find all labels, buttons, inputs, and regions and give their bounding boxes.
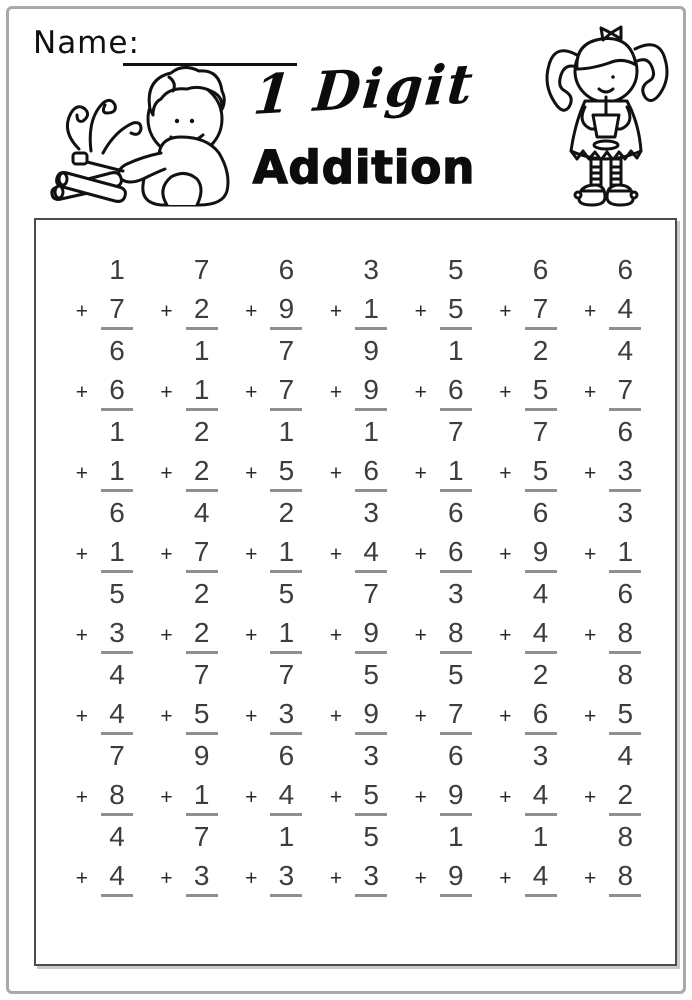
addition-problem	[76, 661, 133, 742]
top-addend: 6	[617, 416, 634, 447]
bottom-addend-answer-line: 4	[101, 862, 133, 897]
bottom-addend-answer-line: 3	[186, 862, 218, 897]
bottom-addend-answer-line: 6	[440, 376, 472, 411]
bottom-addend-answer-line: 1	[101, 538, 133, 573]
bottom-addend-answer-line: 5	[440, 295, 472, 330]
addition-problem	[584, 337, 641, 418]
addition-problem	[584, 661, 641, 742]
top-addend: 6	[617, 578, 634, 609]
addition-problem	[584, 418, 641, 499]
bottom-addend-answer-line: 7	[270, 376, 302, 411]
top-addend: 4	[617, 335, 634, 366]
top-addend: 5	[448, 659, 464, 690]
bottom-addend-answer-line: 7	[440, 700, 472, 735]
addition-problem	[160, 580, 217, 661]
plus-sign: +	[329, 704, 343, 728]
plus-sign: +	[75, 623, 88, 647]
bottom-addend-answer-line: 2	[186, 619, 218, 654]
top-addend: 3	[363, 497, 379, 528]
addition-problem	[499, 742, 556, 823]
top-addend: 6	[532, 497, 549, 528]
bottom-addend-answer-line: 1	[270, 538, 302, 573]
bottom-addend-answer-line: 6	[355, 457, 387, 492]
top-addend: 3	[363, 254, 379, 285]
plus-sign: +	[75, 866, 88, 890]
bottom-addend-answer-line: 1	[101, 457, 133, 492]
plus-sign: +	[160, 704, 173, 728]
bottom-addend-answer-line: 4	[609, 295, 641, 330]
top-addend: 8	[617, 821, 634, 852]
top-addend: 6	[448, 497, 464, 528]
addition-problem	[584, 499, 641, 580]
plus-sign: +	[75, 704, 88, 728]
top-addend: 9	[193, 740, 210, 771]
plus-sign: +	[584, 299, 597, 323]
bottom-addend-answer-line: 4	[355, 538, 387, 573]
plus-sign: +	[499, 623, 512, 647]
plus-sign: +	[499, 866, 512, 890]
addition-problem	[499, 823, 556, 904]
plus-sign: +	[499, 299, 512, 323]
top-addend: 6	[617, 254, 634, 285]
plus-sign: +	[160, 380, 173, 404]
plus-sign: +	[329, 623, 343, 647]
addition-problem	[499, 418, 556, 499]
top-addend: 1	[278, 821, 295, 852]
plus-sign: +	[584, 866, 597, 890]
plus-sign: +	[245, 866, 258, 890]
top-addend: 6	[278, 740, 295, 771]
top-addend: 2	[193, 578, 210, 609]
bottom-addend-answer-line: 2	[186, 457, 218, 492]
bottom-addend-answer-line: 9	[440, 862, 472, 897]
addition-problem	[415, 661, 472, 742]
addition-problem	[499, 256, 556, 337]
bottom-addend-answer-line: 6	[525, 700, 557, 735]
bottom-addend-answer-line: 3	[101, 619, 133, 654]
plus-sign: +	[414, 866, 427, 890]
worksheet-page	[6, 6, 686, 994]
top-addend: 1	[363, 416, 379, 447]
addition-problem	[330, 661, 387, 742]
addition-problem	[415, 337, 472, 418]
bottom-addend-answer-line: 4	[525, 619, 557, 654]
addition-problem	[415, 823, 472, 904]
plus-sign: +	[160, 542, 173, 566]
plus-sign: +	[75, 380, 88, 404]
top-addend: 1	[109, 416, 125, 447]
plus-sign: +	[329, 542, 343, 566]
bottom-addend-answer-line: 3	[355, 862, 387, 897]
plus-sign: +	[329, 380, 343, 404]
top-addend: 1	[448, 821, 464, 852]
bottom-addend-answer-line: 5	[525, 457, 557, 492]
bottom-addend-answer-line: 8	[609, 862, 641, 897]
addition-problem	[160, 742, 217, 823]
bottom-addend-answer-line: 9	[440, 781, 472, 816]
addition-problem	[415, 418, 472, 499]
top-addend: 4	[109, 821, 125, 852]
bottom-addend-answer-line: 4	[525, 862, 557, 897]
addition-problem	[76, 742, 133, 823]
top-addend: 7	[532, 416, 549, 447]
bottom-addend-answer-line: 9	[525, 538, 557, 573]
addition-problem	[245, 337, 302, 418]
addition-problem	[76, 256, 133, 337]
top-addend: 4	[109, 659, 125, 690]
addition-problem	[245, 742, 302, 823]
plus-sign: +	[245, 704, 258, 728]
bottom-addend-answer-line: 3	[609, 457, 641, 492]
top-addend: 5	[448, 254, 464, 285]
top-addend: 1	[448, 335, 464, 366]
top-addend: 1	[278, 416, 295, 447]
top-addend: 7	[109, 740, 125, 771]
plus-sign: +	[414, 380, 427, 404]
plus-sign: +	[75, 542, 88, 566]
bottom-addend-answer-line: 5	[270, 457, 302, 492]
addition-problem	[245, 256, 302, 337]
plus-sign: +	[329, 461, 343, 485]
plus-sign: +	[584, 461, 597, 485]
plus-sign: +	[329, 299, 343, 323]
plus-sign: +	[160, 623, 173, 647]
addition-problem	[160, 256, 217, 337]
plus-sign: +	[499, 704, 512, 728]
plus-sign: +	[414, 785, 427, 809]
plus-sign: +	[75, 299, 88, 323]
addition-problem	[415, 580, 472, 661]
top-addend: 2	[532, 335, 549, 366]
bottom-addend-answer-line: 3	[270, 700, 302, 735]
bottom-addend-answer-line: 4	[525, 781, 557, 816]
top-addend: 5	[109, 578, 125, 609]
bottom-addend-answer-line: 4	[270, 781, 302, 816]
plus-sign: +	[245, 623, 258, 647]
addition-problem	[330, 742, 387, 823]
top-addend: 5	[278, 578, 295, 609]
addition-problem	[160, 661, 217, 742]
top-addend: 3	[363, 740, 379, 771]
top-addend: 7	[448, 416, 464, 447]
top-addend: 6	[109, 497, 125, 528]
top-addend: 2	[532, 659, 549, 690]
addition-problem	[76, 418, 133, 499]
plus-sign: +	[160, 866, 173, 890]
worksheet-title-script: 1 Digit	[250, 51, 478, 127]
addition-problem	[499, 580, 556, 661]
addition-problem	[245, 580, 302, 661]
bottom-addend-answer-line: 7	[525, 295, 557, 330]
plus-sign: +	[329, 785, 343, 809]
bottom-addend-answer-line: 9	[355, 619, 387, 654]
addition-problem	[330, 418, 387, 499]
bottom-addend-answer-line: 1	[186, 376, 218, 411]
bottom-addend-answer-line: 1	[270, 619, 302, 654]
bottom-addend-answer-line: 1	[609, 538, 641, 573]
top-addend: 4	[617, 740, 634, 771]
top-addend: 8	[617, 659, 634, 690]
bottom-addend-answer-line: 8	[101, 781, 133, 816]
addition-problem	[245, 661, 302, 742]
bottom-addend-answer-line: 9	[355, 700, 387, 735]
bottom-addend-answer-line: 9	[355, 376, 387, 411]
plus-sign: +	[160, 785, 173, 809]
addition-problem	[415, 256, 472, 337]
top-addend: 1	[193, 335, 210, 366]
addition-problem	[415, 499, 472, 580]
top-addend: 2	[193, 416, 210, 447]
plus-sign: +	[584, 380, 597, 404]
bottom-addend-answer-line: 6	[101, 376, 133, 411]
plus-sign: +	[414, 299, 427, 323]
bottom-addend-answer-line: 7	[186, 538, 218, 573]
addition-problem	[160, 337, 217, 418]
girl-holding-drink-clipart	[539, 19, 673, 213]
plus-sign: +	[245, 785, 258, 809]
addition-problem	[584, 580, 641, 661]
name-label: Name:	[33, 25, 140, 61]
bottom-addend-answer-line: 7	[101, 295, 133, 330]
addition-problem	[245, 418, 302, 499]
top-addend: 4	[193, 497, 210, 528]
addition-problem	[330, 256, 387, 337]
addition-problem	[415, 742, 472, 823]
bottom-addend-answer-line: 8	[440, 619, 472, 654]
plus-sign: +	[499, 461, 512, 485]
addition-problem	[584, 742, 641, 823]
plus-sign: +	[245, 299, 258, 323]
addition-problem	[330, 823, 387, 904]
addition-problem	[76, 823, 133, 904]
plus-sign: +	[245, 461, 258, 485]
top-addend: 6	[532, 254, 549, 285]
addition-problem	[499, 499, 556, 580]
bottom-addend-answer-line: 5	[355, 781, 387, 816]
top-addend: 3	[617, 497, 634, 528]
plus-sign: +	[75, 461, 88, 485]
top-addend: 7	[193, 659, 210, 690]
plus-sign: +	[414, 704, 427, 728]
bottom-addend-answer-line: 9	[270, 295, 302, 330]
top-addend: 3	[532, 740, 549, 771]
bottom-addend-answer-line: 1	[440, 457, 472, 492]
top-addend: 7	[193, 821, 210, 852]
plus-sign: +	[414, 542, 427, 566]
bottom-addend-answer-line: 5	[609, 700, 641, 735]
plus-sign: +	[160, 461, 173, 485]
plus-sign: +	[245, 542, 258, 566]
top-addend: 1	[532, 821, 549, 852]
addition-problem	[76, 337, 133, 418]
bottom-addend-answer-line: 2	[609, 781, 641, 816]
bottom-addend-answer-line: 3	[270, 862, 302, 897]
plus-sign: +	[414, 461, 427, 485]
bottom-addend-answer-line: 4	[101, 700, 133, 735]
addition-problem	[584, 256, 641, 337]
top-addend: 7	[278, 335, 295, 366]
top-addend: 7	[193, 254, 210, 285]
addition-problem	[584, 823, 641, 904]
addition-problem	[245, 823, 302, 904]
addition-problem	[499, 661, 556, 742]
addition-problem	[160, 823, 217, 904]
plus-sign: +	[245, 380, 258, 404]
bottom-addend-answer-line: 1	[355, 295, 387, 330]
top-addend: 6	[278, 254, 295, 285]
addition-problem	[330, 580, 387, 661]
addition-problem	[76, 580, 133, 661]
plus-sign: +	[414, 623, 427, 647]
problems-box	[34, 218, 677, 966]
top-addend: 6	[448, 740, 464, 771]
addition-problem	[499, 337, 556, 418]
top-addend: 9	[363, 335, 379, 366]
boy-roasting-marshmallow-campfire-clipart	[49, 61, 245, 211]
top-addend: 7	[363, 578, 379, 609]
bottom-addend-answer-line: 6	[440, 538, 472, 573]
plus-sign: +	[160, 299, 173, 323]
plus-sign: +	[499, 380, 512, 404]
plus-sign: +	[499, 542, 512, 566]
plus-sign: +	[75, 785, 88, 809]
plus-sign: +	[584, 623, 597, 647]
addition-problem	[245, 499, 302, 580]
bottom-addend-answer-line: 2	[186, 295, 218, 330]
top-addend: 5	[363, 659, 379, 690]
addition-problem	[76, 499, 133, 580]
plus-sign: +	[584, 704, 597, 728]
addition-problem	[330, 337, 387, 418]
top-addend: 6	[109, 335, 125, 366]
worksheet-title-bold: Addition	[252, 141, 476, 194]
plus-sign: +	[499, 785, 512, 809]
addition-problem	[160, 499, 217, 580]
addition-problem	[160, 418, 217, 499]
problems-grid	[36, 220, 675, 964]
bottom-addend-answer-line: 1	[186, 781, 218, 816]
top-addend: 5	[363, 821, 379, 852]
top-addend: 3	[448, 578, 464, 609]
top-addend: 2	[278, 497, 295, 528]
bottom-addend-answer-line: 8	[609, 619, 641, 654]
plus-sign: +	[329, 866, 343, 890]
top-addend: 7	[278, 659, 295, 690]
bottom-addend-answer-line: 7	[609, 376, 641, 411]
plus-sign: +	[584, 542, 597, 566]
plus-sign: +	[584, 785, 597, 809]
top-addend: 4	[532, 578, 549, 609]
top-addend: 1	[109, 254, 125, 285]
addition-problem	[330, 499, 387, 580]
bottom-addend-answer-line: 5	[525, 376, 557, 411]
bottom-addend-answer-line: 5	[186, 700, 218, 735]
